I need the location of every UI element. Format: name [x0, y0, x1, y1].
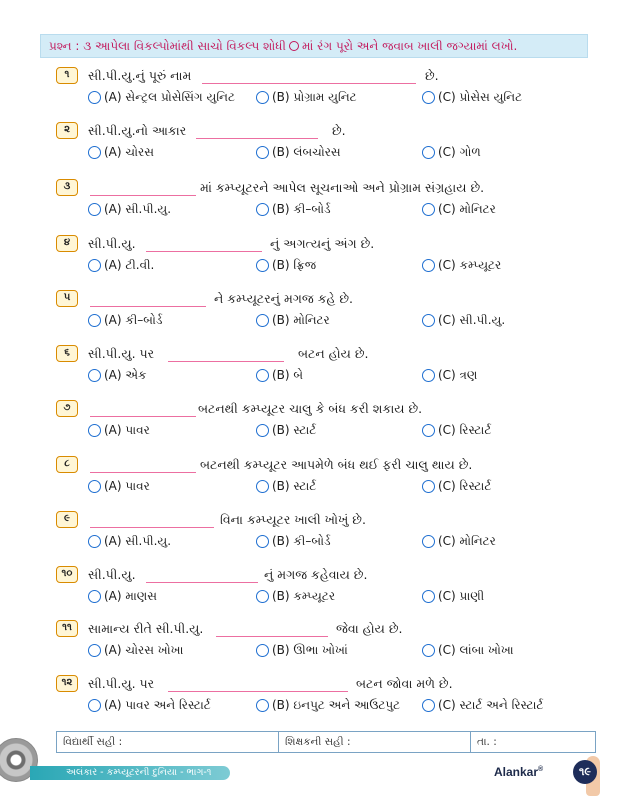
radio-circle-icon[interactable]	[88, 590, 101, 603]
radio-circle-icon[interactable]	[256, 314, 269, 327]
radio-circle-icon[interactable]	[422, 203, 435, 216]
option-a[interactable]: (A) માણસ	[88, 589, 157, 604]
radio-circle-icon[interactable]	[88, 91, 101, 104]
option-b[interactable]: (B) ફ્રિજ	[256, 258, 316, 273]
answer-blank[interactable]	[90, 456, 196, 473]
radio-circle-icon[interactable]	[422, 146, 435, 159]
option-c[interactable]: (C) ગોળ	[422, 145, 481, 160]
radio-circle-icon[interactable]	[422, 590, 435, 603]
option-a[interactable]: (A) કી–બોર્ડ	[88, 313, 163, 328]
option-b[interactable]: (B) ઊભા ખોખાં	[256, 643, 348, 658]
radio-circle-icon[interactable]	[88, 535, 101, 548]
answer-blank[interactable]	[168, 345, 284, 362]
option-a[interactable]: (A) સી.પી.યુ.	[88, 202, 171, 217]
option-b[interactable]: (B) ઇનપુટ અને આઉટપુટ	[256, 698, 400, 713]
option-c[interactable]: (C) કમ્પ્યૂટર	[422, 258, 501, 273]
instruction-text-after: માં રંગ પૂરો અને જવાબ ખાલી જગ્યામાં લખો.	[301, 39, 518, 53]
student-signature-field[interactable]: વિદ્યાર્થી સહી :	[57, 732, 279, 752]
radio-circle-icon[interactable]	[256, 369, 269, 382]
answer-blank[interactable]	[90, 511, 214, 528]
instruction-header	[40, 34, 588, 58]
radio-circle-icon[interactable]	[256, 146, 269, 159]
radio-circle-icon[interactable]	[88, 480, 101, 493]
brand-logo: Alankar®	[494, 765, 544, 779]
teacher-signature-field[interactable]: શિક્ષકની સહી :	[279, 732, 471, 752]
signature-footer	[56, 731, 596, 753]
radio-circle-icon[interactable]	[88, 314, 101, 327]
question-text-post: માં કમ્પ્યૂટરને આપેલ સૂચનાઓ અને પ્રોગ્રામ સંગ્રહાય છે.	[200, 180, 485, 195]
question-text-pre: સી.પી.યુ. પર	[88, 346, 155, 361]
option-a[interactable]: (A) સેન્ટ્રલ પ્રોસેસિંગ યુનિટ	[88, 90, 235, 105]
answer-blank[interactable]	[168, 675, 348, 692]
answer-blank[interactable]	[90, 179, 196, 196]
option-a[interactable]: (A) સી.પી.યુ.	[88, 534, 171, 549]
question-text-pre: સી.પી.યુ. પર	[88, 676, 155, 691]
radio-circle-icon[interactable]	[256, 424, 269, 437]
radio-circle-icon[interactable]	[88, 203, 101, 216]
answer-blank[interactable]	[90, 290, 206, 307]
question-number: ૭	[56, 400, 78, 417]
option-a[interactable]: (A) ચોરસ	[88, 145, 154, 160]
radio-circle-icon[interactable]	[256, 480, 269, 493]
radio-circle-icon[interactable]	[88, 369, 101, 382]
question-text-pre: સામાન્ય રીતે સી.પી.યુ.	[88, 621, 204, 636]
option-c[interactable]: (C) સ્ટાર્ટ અને રિસ્ટાર્ટ	[422, 698, 543, 713]
option-a[interactable]: (A) ચોરસ ખોખા	[88, 643, 183, 658]
option-a[interactable]: (A) પાવર	[88, 479, 150, 494]
radio-circle-icon[interactable]	[422, 314, 435, 327]
option-a[interactable]: (A) પાવર	[88, 423, 150, 438]
option-c[interactable]: (C) પ્રોસેસ યુનિટ	[422, 90, 522, 105]
answer-blank[interactable]	[196, 122, 318, 139]
option-c[interactable]: (C) લાંબા ખોખા	[422, 643, 514, 658]
question-text-pre: સી.પી.યુ.નું પૂરું નામ	[88, 68, 192, 83]
radio-circle-icon[interactable]	[88, 424, 101, 437]
question-text-post: જેવા હોય છે.	[336, 621, 403, 636]
radio-circle-icon[interactable]	[88, 259, 101, 272]
option-b[interactable]: (B) સ્ટાર્ટ	[256, 423, 316, 438]
question-text-post: વિના કમ્પ્યૂટર ખાલી ખોખું છે.	[220, 512, 366, 527]
radio-circle-icon[interactable]	[422, 259, 435, 272]
question-text-post: છે.	[425, 68, 439, 83]
question-text-post: બટન જોવા મળે છે.	[356, 676, 453, 691]
circle-icon	[289, 41, 299, 51]
question-number: ૫	[56, 290, 78, 307]
radio-circle-icon[interactable]	[422, 369, 435, 382]
question-text-post: બટનથી કમ્પ્યૂટર ચાલુ કે બંધ કરી શકાય છે.	[198, 401, 423, 416]
radio-circle-icon[interactable]	[422, 535, 435, 548]
question-text-post: બટનથી કમ્પ્યૂટર આપમેળે બંધ થઈ ફરી ચાલુ થાય છે.	[200, 457, 473, 472]
radio-circle-icon[interactable]	[88, 699, 101, 712]
question-text-post: નું અગત્યનું અંગ છે.	[270, 236, 375, 251]
option-c[interactable]: (C) રિસ્ટાર્ટ	[422, 423, 491, 438]
instruction-text-before: પ્રશ્ન : ૩ આપેલા વિકલ્પોમાંથી સાચો વિકલ્પ શોધી	[49, 39, 286, 53]
answer-blank[interactable]	[146, 235, 262, 252]
option-c[interactable]: (C) મોનિટર	[422, 534, 496, 549]
radio-circle-icon[interactable]	[256, 644, 269, 657]
answer-blank[interactable]	[216, 620, 328, 637]
option-b[interactable]: (B) પ્રોગ્રામ યુનિટ	[256, 90, 357, 105]
date-field[interactable]: તા. :	[477, 736, 497, 748]
option-b[interactable]: (B) મોનિટર	[256, 313, 330, 328]
question-number: ૧	[56, 67, 78, 84]
option-c[interactable]: (C) પ્રાણી	[422, 589, 484, 604]
option-a[interactable]: (A) ટી.વી.	[88, 258, 154, 273]
page-number: ૧૯	[573, 760, 597, 784]
question-number: ૬	[56, 345, 78, 362]
radio-circle-icon[interactable]	[256, 259, 269, 272]
question-number: ૪	[56, 235, 78, 252]
radio-circle-icon[interactable]	[88, 146, 101, 159]
question-text-post: ને કમ્પ્યૂટરનું મગજ કહે છે.	[214, 291, 354, 306]
question-number: ૮	[56, 456, 78, 473]
question-text-post: છે.	[332, 123, 346, 138]
option-b[interactable]: (B) લંબચોરસ	[256, 145, 341, 160]
radio-circle-icon[interactable]	[422, 699, 435, 712]
question-text-pre: સી.પી.યુ.	[88, 236, 136, 251]
option-c[interactable]: (C) ત્રણ	[422, 368, 477, 383]
option-b[interactable]: (B) કમ્પ્યૂટર	[256, 589, 335, 604]
option-b[interactable]: (B) કી–બોર્ડ	[256, 202, 331, 217]
question-number: ૨	[56, 122, 78, 139]
option-b[interactable]: (B) કી–બોર્ડ	[256, 534, 331, 549]
radio-circle-icon[interactable]	[256, 535, 269, 548]
option-a[interactable]: (A) પાવર અને રિસ્ટાર્ટ	[88, 698, 211, 713]
question-number: ૧૧	[56, 620, 78, 637]
option-b[interactable]: (B) બે	[256, 368, 303, 383]
option-b[interactable]: (B) સ્ટાર્ટ	[256, 479, 316, 494]
question-text-pre: સી.પી.યુ.	[88, 567, 136, 582]
radio-circle-icon[interactable]	[256, 590, 269, 603]
radio-circle-icon[interactable]	[256, 699, 269, 712]
answer-blank[interactable]	[90, 400, 196, 417]
question-text-post: બટન હોય છે.	[298, 346, 369, 361]
answer-blank[interactable]	[202, 67, 416, 84]
book-title-bar: અલંકાર - કમ્પ્યૂટરની દુનિયા - ભાગ-૧	[30, 766, 230, 780]
option-a[interactable]: (A) એક	[88, 368, 147, 383]
question-number: ૧૨	[56, 675, 78, 692]
radio-circle-icon[interactable]	[88, 644, 101, 657]
question-number: ૧૦	[56, 566, 78, 583]
radio-circle-icon[interactable]	[422, 91, 435, 104]
radio-circle-icon[interactable]	[422, 480, 435, 493]
question-number: ૯	[56, 511, 78, 528]
answer-blank[interactable]	[146, 566, 258, 583]
question-number: ૩	[56, 179, 78, 196]
option-c[interactable]: (C) રિસ્ટાર્ટ	[422, 479, 491, 494]
option-c[interactable]: (C) સી.પી.યુ.	[422, 313, 505, 328]
option-c[interactable]: (C) મોનિટર	[422, 202, 496, 217]
radio-circle-icon[interactable]	[422, 424, 435, 437]
question-text-post: નું મગજ કહેવાય છે.	[264, 567, 368, 582]
question-text-pre: સી.પી.યુ.નો આકાર	[88, 123, 187, 138]
radio-circle-icon[interactable]	[256, 203, 269, 216]
radio-circle-icon[interactable]	[256, 91, 269, 104]
radio-circle-icon[interactable]	[422, 644, 435, 657]
